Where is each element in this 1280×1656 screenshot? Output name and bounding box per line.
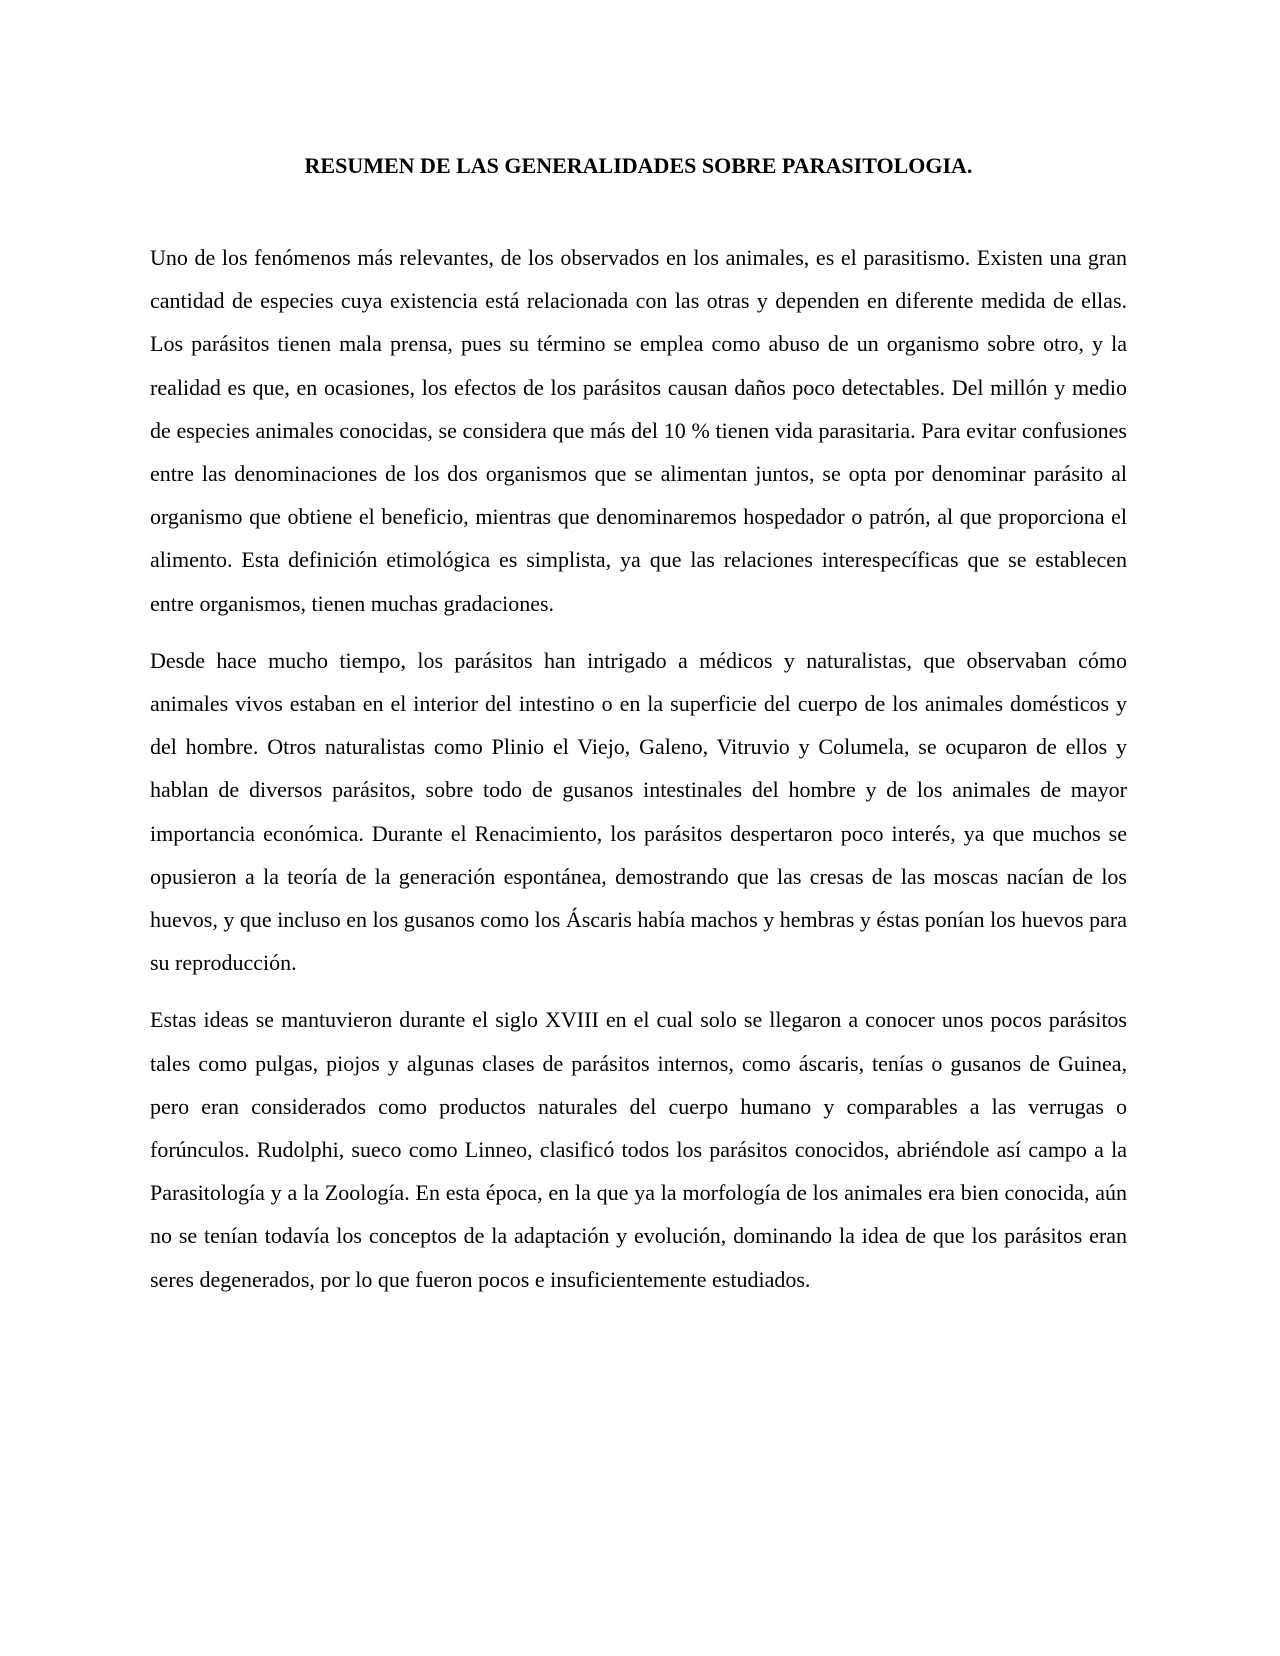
document-title: RESUMEN DE LAS GENERALIDADES SOBRE PARASITOLOGIA. (304, 153, 973, 178)
paragraph-siglo-xviii: Estas ideas se mantuvieron durante el siglo XVIII en el cual solo se llegaron a conocer unos pocos parásitos tales como pulgas, piojos y algunas clases de parásitos internos, como áscaris, tenías o gusanos de Guinea, pero eran considerados como productos naturales del cuerpo humano y comparables a las verrugas o forúnculos. Rudolphi, sueco como Linneo, clasificó todos los parásitos conocidos, abriéndole así campo a la Parasitología y a la Zoología. En esta época, en la que ya la morfología de los animales era bien conocida, aún no se tenían todavía los conceptos de la adaptación y evolución, dominando la idea de que los parásitos eran seres degenerados, por lo que fueron pocos e insuficientemente estudiados. (150, 1007, 1127, 1292)
document-body (150, 150, 1127, 1315)
paragraph-historia-naturalistas: Desde hace mucho tiempo, los parásitos han intrigado a médicos y naturalistas, que observaban cómo animales vivos estaban en el interior del intestino o en la superficie del cuerpo de los animales domésticos y del hombre. Otros naturalistas como Plinio el Viejo, Galeno, Vitruvio y Columela, se ocuparon de ellos y hablan de diversos parásitos, sobre todo de gusanos intestinales del hombre y de los animales de mayor importancia económica. Durante el Renacimiento, los parásitos despertaron poco interés, ya que muchos se opusieron a la teoría de la generación espontánea, demostrando que las cresas de las moscas nacían de los huevos, y que incluso en los gusanos como los Áscaris había machos y hembras y éstas ponían los huevos para su reproducción. (150, 647, 1127, 976)
paragraph-parasitismo-intro: Uno de los fenómenos más relevantes, de los observados en los animales, es el parasitismo. Existen una gran cantidad de especies cuya existencia está relacionada con las otras y dependen en diferente medida de ellas. Los parásitos tienen mala prensa, pues su término se emplea como abuso de un organismo sobre otro, y la realidad es que, en ocasiones, los efectos de los parásitos causan daños poco detectables. Del millón y medio de especies animales conocidas, se considera que más del 10 % tienen vida parasitaria. Para evitar confusiones entre las denominaciones de los dos organismos que se alimentan juntos, se opta por denominar parásito al organismo que obtiene el beneficio, mientras que denominaremos hospedador o patrón, al que proporciona el alimento. Esta definición etimológica es simplista, ya que las relaciones interespecíficas que se establecen entre organismos, tienen muchas gradaciones. (150, 245, 1127, 616)
